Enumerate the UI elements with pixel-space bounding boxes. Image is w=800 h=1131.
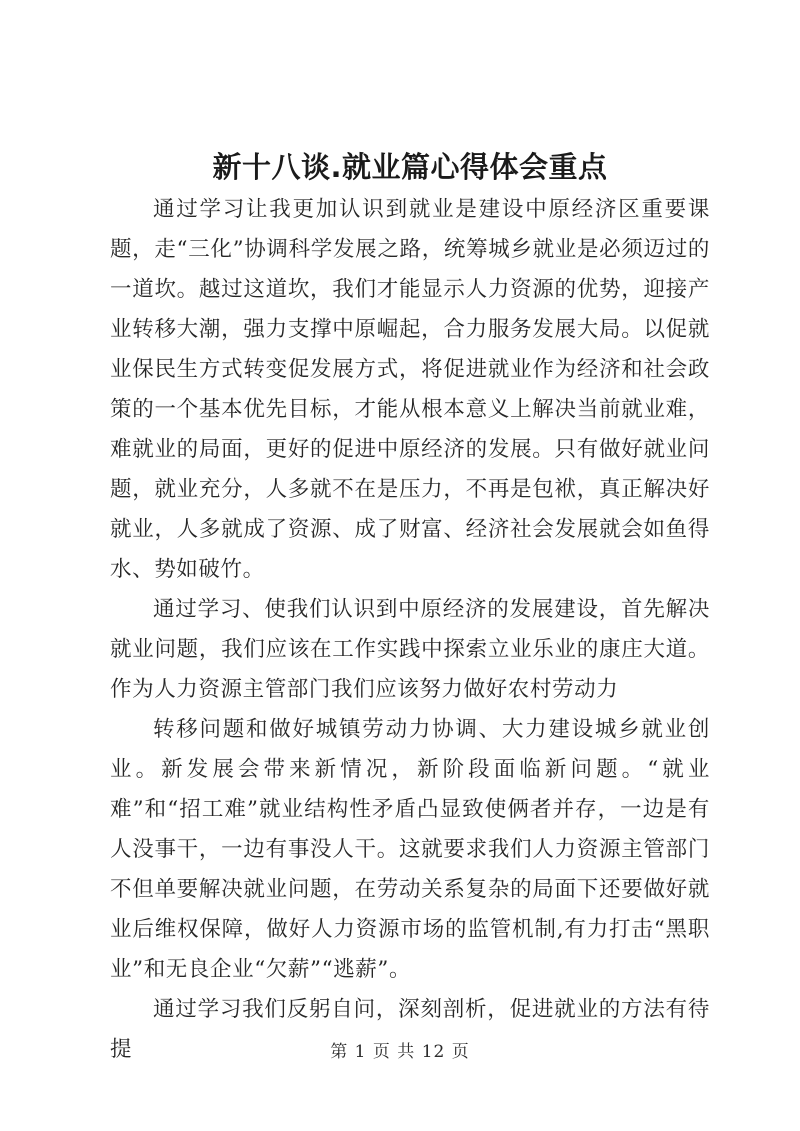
body-paragraph: 通过学习、使我们认识到中原经济的发展建设，首先解决就业问题，我们应该在工作实践中探索立业乐业的康庄大道。作为人力资源主管部门我们应该努力做好农村劳动力 bbox=[110, 597, 710, 702]
document-body bbox=[110, 190, 710, 1070]
body-paragraph: 通过学习我们反躬自问，深刻剖析，促进就业的方法有待提 bbox=[110, 997, 710, 1062]
page-footer: 第 1 页 共 12 页 bbox=[330, 1042, 470, 1062]
body-paragraph: 通过学习让我更加认识到就业是建设中原经济区重要课题，走“三化”协调科学发展之路，统筹城乡就业是必须迈过的一道坎。越过这道坎，我们才能显示人力资源的优势，迎接产业转移大潮，强力支撑中原崛起，合力服务发展大局。以促就业保民生方式转变促发展方式，将促进就业作为经济和社会政策的一个基本优先目标，才能从根本意义上解决当前就业难，难就业的局面，更好的促进中原经济的发展。只有做好就业问题，就业充分，人多就不在是压力，不再是包袱，真正解决好就业，人多就成了资源、成了财富、经济社会发展就会如鱼得水、势如破竹。 bbox=[110, 197, 710, 582]
page-title: 新十八谈.就业篇心得体会重点 bbox=[212, 150, 608, 185]
body-paragraph: 转移问题和做好城镇劳动力协调、大力建设城乡就业创业。新发展会带来新情况，新阶段面临新问题。“就业难”和“招工难”就业结构性矛盾凸显致使俩者并存，一边是有人没事干，一边有事没人干。这就要求我们人力资源主管部门不但单要解决就业问题，在劳动关系复杂的局面下还要做好就业后维权保障，做好人力资源市场的监管机制,有力打击“黑职业”和无良企业“欠薪”“逃薪”。 bbox=[110, 717, 710, 982]
